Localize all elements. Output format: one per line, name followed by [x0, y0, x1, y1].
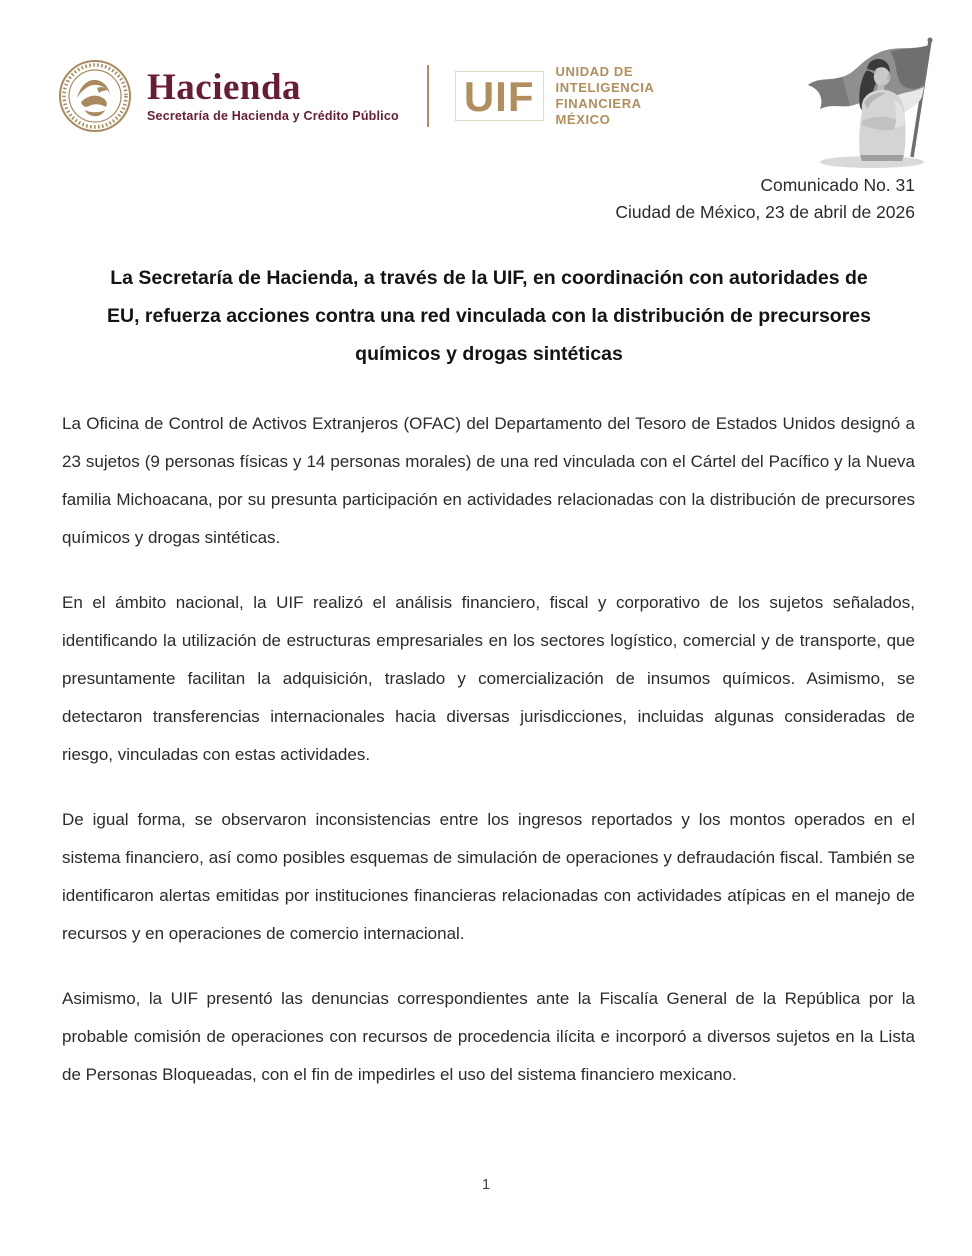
uif-logo-text: UNIDAD DE INTELIGENCIA FINANCIERA MÉXICO: [555, 64, 655, 127]
hacienda-logo: [57, 58, 399, 134]
hacienda-subtitle: Secretaría de Hacienda y Crédito Público: [147, 109, 399, 123]
comunicado-number: Comunicado No. 31: [760, 175, 915, 195]
body-paragraph-3: De igual forma, se observaron inconsistencias entre los ingresos reportados y los montos operados en el sistema financiero, así como posibles esquemas de simulación de operaciones y defraudación fiscal. También se identificaron alertas emitidas por instituciones financieras relacionadas con actividades atípicas en el manejo de recursos y en operaciones de comercio internacional.: [62, 810, 915, 943]
mexican-coat-of-arms-icon: [57, 58, 133, 134]
woman-with-flag-illustration: [790, 33, 952, 169]
page-number: 1: [481, 1176, 491, 1193]
document-meta: [0, 172, 972, 226]
dateline: Ciudad de México, 23 de abril de 2026: [615, 202, 915, 222]
hacienda-wordmark: Hacienda: [147, 67, 302, 108]
uif-wordmark: UIF: [463, 73, 535, 120]
document-body: [62, 405, 915, 1094]
body-paragraph-1: La Oficina de Control de Activos Extranjeros (OFAC) del Departamento del Tesoro de Estados Unidos designó a 23 sujetos (9 personas físicas y 14 personas morales) de una red vinculada con el Cártel del Pacífico y la Nueva familia Michoacana, por su presunta participación en actividades relacionadas con la distribución de precursores químicos y drogas sintéticas.: [62, 414, 915, 547]
document-footer: [0, 1176, 972, 1194]
body-paragraph-4: Asimismo, la UIF presentó las denuncias correspondientes ante la Fiscalía General de la República por la probable comisión de operaciones con recursos de procedencia ilícita e incorporó a diversos sujetos en la Lista de Personas Bloqueadas, con el fin de impedirles el uso del sistema financiero mexicano.: [62, 989, 915, 1084]
uif-logo: [455, 64, 655, 128]
logo-divider: [427, 65, 429, 127]
press-release-title: La Secretaría de Hacienda, a través de la UIF, en coordinación con autoridades de EU, refuerza acciones contra una red vinculada con la distribución de precursores químicos y drogas sintéticas: [107, 267, 871, 365]
body-paragraph-2: En el ámbito nacional, la UIF realizó el análisis financiero, fiscal y corporativo de los sujetos señalados, identificando la utilización de estructuras empresariales en los sectores logístico, comercial y de transporte, que presuntamente facilitan la adquisición, traslado y comercialización de insumos químicos. Asimismo, se detectaron transferencias internacionales hacia diversas jurisdicciones, incluidas algunas consideradas de riesgo, vinculadas con estas actividades.: [62, 593, 915, 764]
